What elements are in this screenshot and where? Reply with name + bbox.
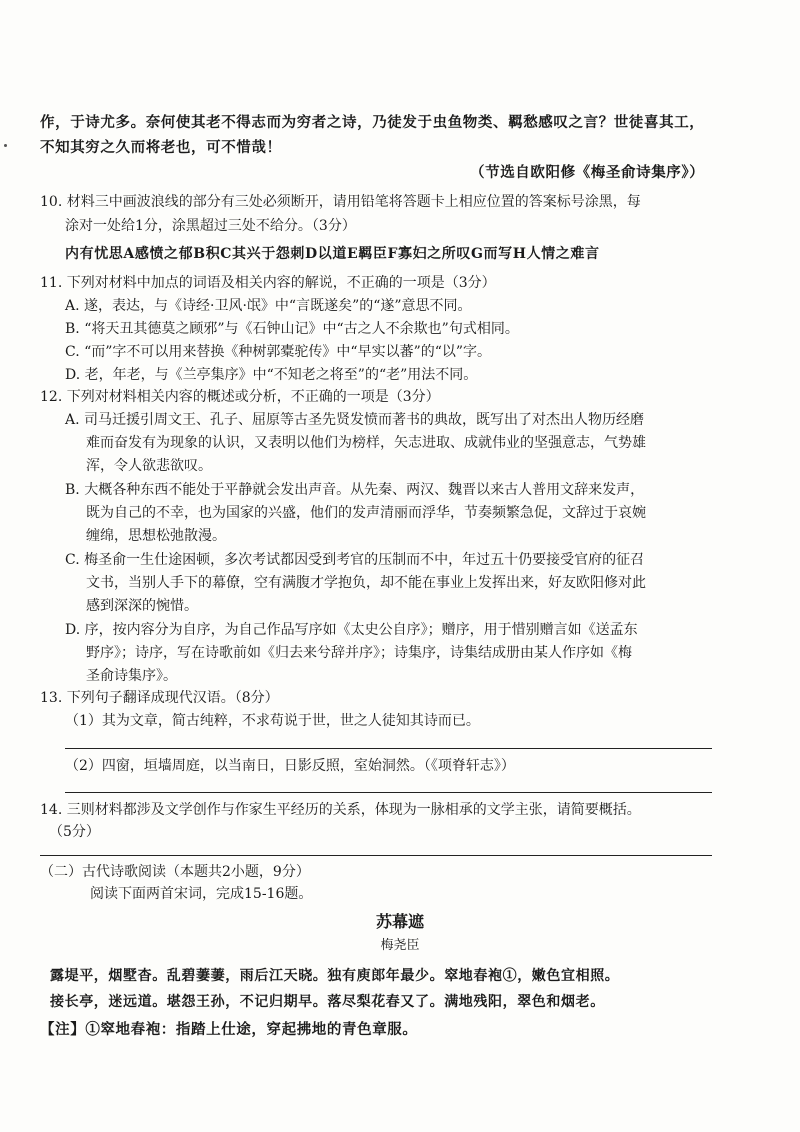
section-2-heading: （二）古代诗歌阅读（本题共2小题，9分） xyxy=(40,864,310,880)
q12-option-a-line-2: 难而奋发有为现象的认识，又表明以他们为榜样，矢志进取、成就伟业的坚强意志，气势雄 xyxy=(86,435,646,451)
q14-stem-line-2: （5分） xyxy=(49,824,100,840)
note-label: 【注】 xyxy=(40,1021,86,1038)
q12-option-c-line-2: 文书，当别人手下的幕僚，空有满腹才学抱负，却不能在事业上发挥出来，好友欧阳修对此 xyxy=(86,575,646,591)
q12-option-d-line-3: 圣俞诗集序》。 xyxy=(86,668,177,684)
q11-stem: 11. 下列对材料中加点的词语及相关内容的解说，不正确的一项是（3分） xyxy=(40,275,496,291)
q13-answer-line-2[interactable] xyxy=(65,792,712,793)
q13-sentence-2: （2）四窗，垣墙周庭，以当南日，日影反照，室始洞然。（《项脊轩志》） xyxy=(65,758,515,774)
poem-line-1: 露堤平，烟墅杳。乱碧萋萋，雨后江天晓。独有庾郎年最少。窣地春袍①，嫩色宜相照。 xyxy=(50,968,620,984)
q11-option-a: A. 遂，表达，与《诗经·卫风·氓》中“言既遂矣”的“遂”意思不同。 xyxy=(65,298,472,314)
q11-option-c: C. “而”字不可以用来替换《种树郭橐驼传》中“早实以蕃”的“以”字。 xyxy=(65,344,492,360)
poem-title: 苏幕遮 xyxy=(375,912,424,931)
q12-option-a-line-1: A. 司马迁援引周文王、孔子、屈原等古圣先贤发愤而著书的典故，既写出了对杰出人物历经磨 xyxy=(65,412,645,428)
section-2-intro: 阅读下面两首宋词，完成15-16题。 xyxy=(90,886,313,902)
q14-answer-line[interactable] xyxy=(40,855,712,856)
q10-stem-line-2: 涂对一处给1分，涂黑超过三处不给分。（3分） xyxy=(65,218,356,234)
passage-source: （节选自欧阳修《梅圣俞诗集序》） xyxy=(470,164,705,181)
note-text: ①窣地春袍：指踏上仕途，穿起拂地的青色章服。 xyxy=(85,1021,418,1038)
q13-sentence-1: （1）其为文章，简古纯粹，不求苟说于世，世之人徒知其诗而已。 xyxy=(65,713,480,729)
q12-option-b-line-3: 缠绵，思想松弛散漫。 xyxy=(86,528,226,544)
passage-line-1: 作，于诗尤多。奈何使其老不得志而为穷者之诗，乃徒发于虫鱼物类、羁愁感叹之言？世徒喜其工， xyxy=(40,114,705,131)
q10-sentence: 内有忧思A感愤之郁B积C其兴于怨刺D以道E羁臣F寡妇之所叹G而写H人情之难言 xyxy=(65,246,600,262)
q11-option-b: B. “将天丑其德莫之顾邪”与《石钟山记》中“古之人不余欺也”句式相同。 xyxy=(65,321,519,337)
q12-option-d-line-2: 野序》；诗序，写在诗歌前如《归去来兮辞并序》；诗集序，诗集结成册由某人作序如《梅 xyxy=(86,645,632,661)
poem-note xyxy=(40,1020,418,1040)
passage-line-2: 不知其穷之久而将老也，可不惜哉！ xyxy=(40,139,282,156)
scan-speck xyxy=(4,144,7,147)
q12-option-b-line-1: B. 大概各种东西不能处于平静就会发出声音。从先秦、两汉、魏晋以来古人普用文辞来发声， xyxy=(65,482,645,498)
poem-line-2: 接长亭，迷远道。堪怨王孙，不记归期早。落尽梨花春又了。满地残阳，翠色和烟老。 xyxy=(50,994,605,1010)
q12-option-d-line-1: D. 序，按内容分为自序，为自己作品写序如《太史公自序》；赠序，用于惜别赠言如《送孟东 xyxy=(65,622,638,638)
q12-option-a-line-3: 浑，令人欲悲欲叹。 xyxy=(86,458,212,474)
q12-option-b-line-2: 既为自己的不幸，也为国家的兴盛，他们的发声清丽而浮华，节奏频繁急促，文辞过于哀婉 xyxy=(86,505,646,521)
q13-stem: 13. 下列句子翻译成现代汉语。（8分） xyxy=(40,690,279,706)
q14-stem-line-1: 14. 三则材料都涉及文学创作与作家生平经历的关系，体现为一脉相承的文学主张，请简要概括。 xyxy=(40,802,641,818)
q10-stem-line-1: 10. 材料三中画波浪线的部分有三处必须断开，请用铅笔将答题卡上相应位置的答案标号涂黑，每 xyxy=(40,194,641,210)
q12-option-c-line-1: C. 梅圣俞一生仕途困顿，多次考试都因受到考官的压制而不中，年过五十仍要接受官府的征召 xyxy=(65,552,645,568)
q12-stem: 12. 下列对材料相关内容的概述或分析，不正确的一项是（3分） xyxy=(40,389,440,405)
q12-option-c-line-3: 感到深深的惋惜。 xyxy=(86,598,198,614)
poem-author: 梅尧臣 xyxy=(380,938,420,953)
q11-option-d: D. 老，年老，与《兰亭集序》中“不知老之将至”的“老”用法不同。 xyxy=(65,367,478,383)
q13-answer-line-1[interactable] xyxy=(65,748,712,749)
